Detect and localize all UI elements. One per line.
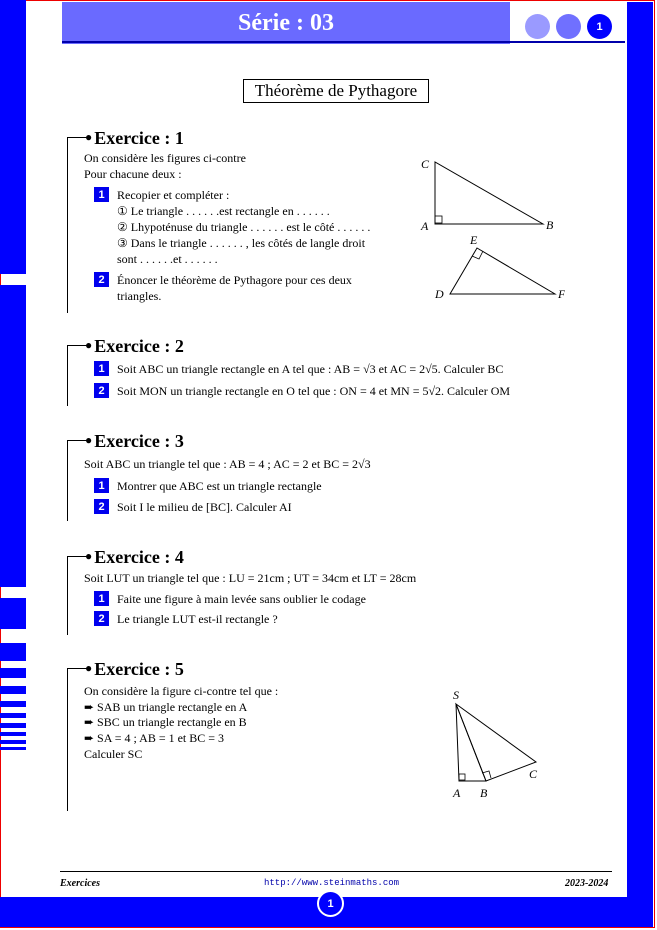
label-C: C	[421, 157, 430, 171]
exercise-intro: Calculer SC	[84, 747, 143, 761]
header-rule	[62, 41, 625, 43]
exercise-title: ● Exercice : 1	[85, 128, 184, 148]
footer-page-number: 1	[317, 890, 344, 917]
left-stripe	[0, 285, 26, 587]
exercise-intro: Soit LUT un triangle tel que : LU = 21cm ; UT = 34cm et LT = 28cm	[84, 571, 417, 585]
left-stripe	[0, 740, 26, 744]
left-stripe	[0, 598, 26, 629]
question-number: 1	[94, 478, 109, 493]
footer-left: Exercices	[60, 878, 100, 889]
exercise-title: ● Exercice : 3	[85, 431, 184, 451]
question-text: Soit I le milieu de [BC]. Calculer AI	[117, 500, 292, 514]
exercise-title: ● Exercice : 4	[85, 547, 184, 567]
question-number: 2	[94, 499, 109, 514]
question-text: Recopier et compléter :	[117, 188, 230, 202]
right-band-top	[627, 2, 653, 142]
label-S: S	[453, 688, 459, 702]
label-C: C	[529, 767, 538, 781]
question-text: ③ Dans le triangle . . . . . . , les côtés de langle droit	[117, 236, 366, 250]
series-title-box	[62, 2, 510, 44]
question-number: 2	[94, 383, 109, 398]
left-stripe	[0, 686, 26, 694]
left-stripe	[0, 668, 26, 678]
figure-triangles-sab-sbc	[440, 684, 550, 804]
question-text: triangles.	[117, 289, 162, 303]
theme-title: Théorème de Pythagore	[243, 79, 429, 103]
left-stripe	[0, 747, 26, 750]
footer-rule	[60, 871, 612, 872]
exercise-intro: ➨ SBC un triangle rectangle en B	[84, 715, 247, 729]
decor-dot-icon	[556, 14, 581, 39]
footer-url-link[interactable]: http://www.steinmaths.com	[264, 878, 400, 888]
left-stripe	[0, 643, 26, 661]
question-text: Le triangle LUT est-il rectangle ?	[117, 612, 278, 626]
footer-right: 2023-2024	[565, 878, 609, 889]
exercise-intro: On considère les figures ci-contre	[84, 151, 246, 165]
question-text: Énoncer le théorème de Pythagore pour ces deux	[117, 273, 352, 287]
question-text: Soit MON un triangle rectangle en O tel que : ON = 4 et MN = 5√2. Calculer OM	[117, 384, 511, 398]
label-B: B	[546, 218, 554, 232]
exercise-intro: ➨ SAB un triangle rectangle en A	[84, 700, 248, 714]
label-B: B	[480, 786, 488, 800]
page-badge: 1	[587, 14, 612, 39]
exercise-intro: On considère la figure ci-contre tel que :	[84, 684, 279, 698]
label-D: D	[435, 287, 444, 301]
left-stripe	[0, 713, 26, 718]
label-A: A	[453, 786, 461, 800]
question-text: Montrer que ABC est un triangle rectangle	[117, 479, 322, 493]
question-text: Faite une figure à main levée sans oublier le codage	[117, 592, 366, 606]
exercise-title: ● Exercice : 2	[85, 336, 184, 356]
question-number: 2	[94, 272, 109, 287]
exercise-intro: Soit ABC un triangle tel que : AB = 4 ; AC = 2 et BC = 2√3	[84, 457, 371, 471]
question-text: ① Le triangle . . . . . .est rectangle en . . . . . .	[117, 204, 330, 218]
question-text: Soit ABC un triangle rectangle en A tel que : AB = √3 et AC = 2√5. Calculer BC	[117, 362, 504, 376]
right-band	[627, 142, 653, 902]
exercise-intro: ➨ SA = 4 ; AB = 1 et BC = 3	[84, 731, 225, 745]
exercise-title: ● Exercice : 5	[85, 659, 184, 679]
left-stripe	[0, 0, 26, 274]
question-text: ② Lhypoténuse du triangle . . . . . . est le côté . . . . . .	[117, 220, 371, 234]
label-E: E	[470, 233, 478, 247]
question-number: 1	[94, 361, 109, 376]
left-stripe	[0, 723, 26, 728]
exercise-intro: Pour chacune deux :	[84, 167, 182, 181]
label-F: F	[558, 287, 565, 301]
left-stripe	[0, 732, 26, 736]
exercise-bracket	[67, 440, 90, 521]
figure-triangles-abc-def	[415, 152, 565, 302]
series-title: Série : 03	[238, 9, 334, 36]
question-number: 1	[94, 187, 109, 202]
question-text: sont . . . . . .et . . . . . .	[117, 252, 218, 266]
question-number: 1	[94, 591, 109, 606]
label-A: A	[421, 219, 429, 233]
decor-dot-icon	[525, 14, 550, 39]
left-stripe	[0, 701, 26, 707]
question-number: 2	[94, 611, 109, 626]
